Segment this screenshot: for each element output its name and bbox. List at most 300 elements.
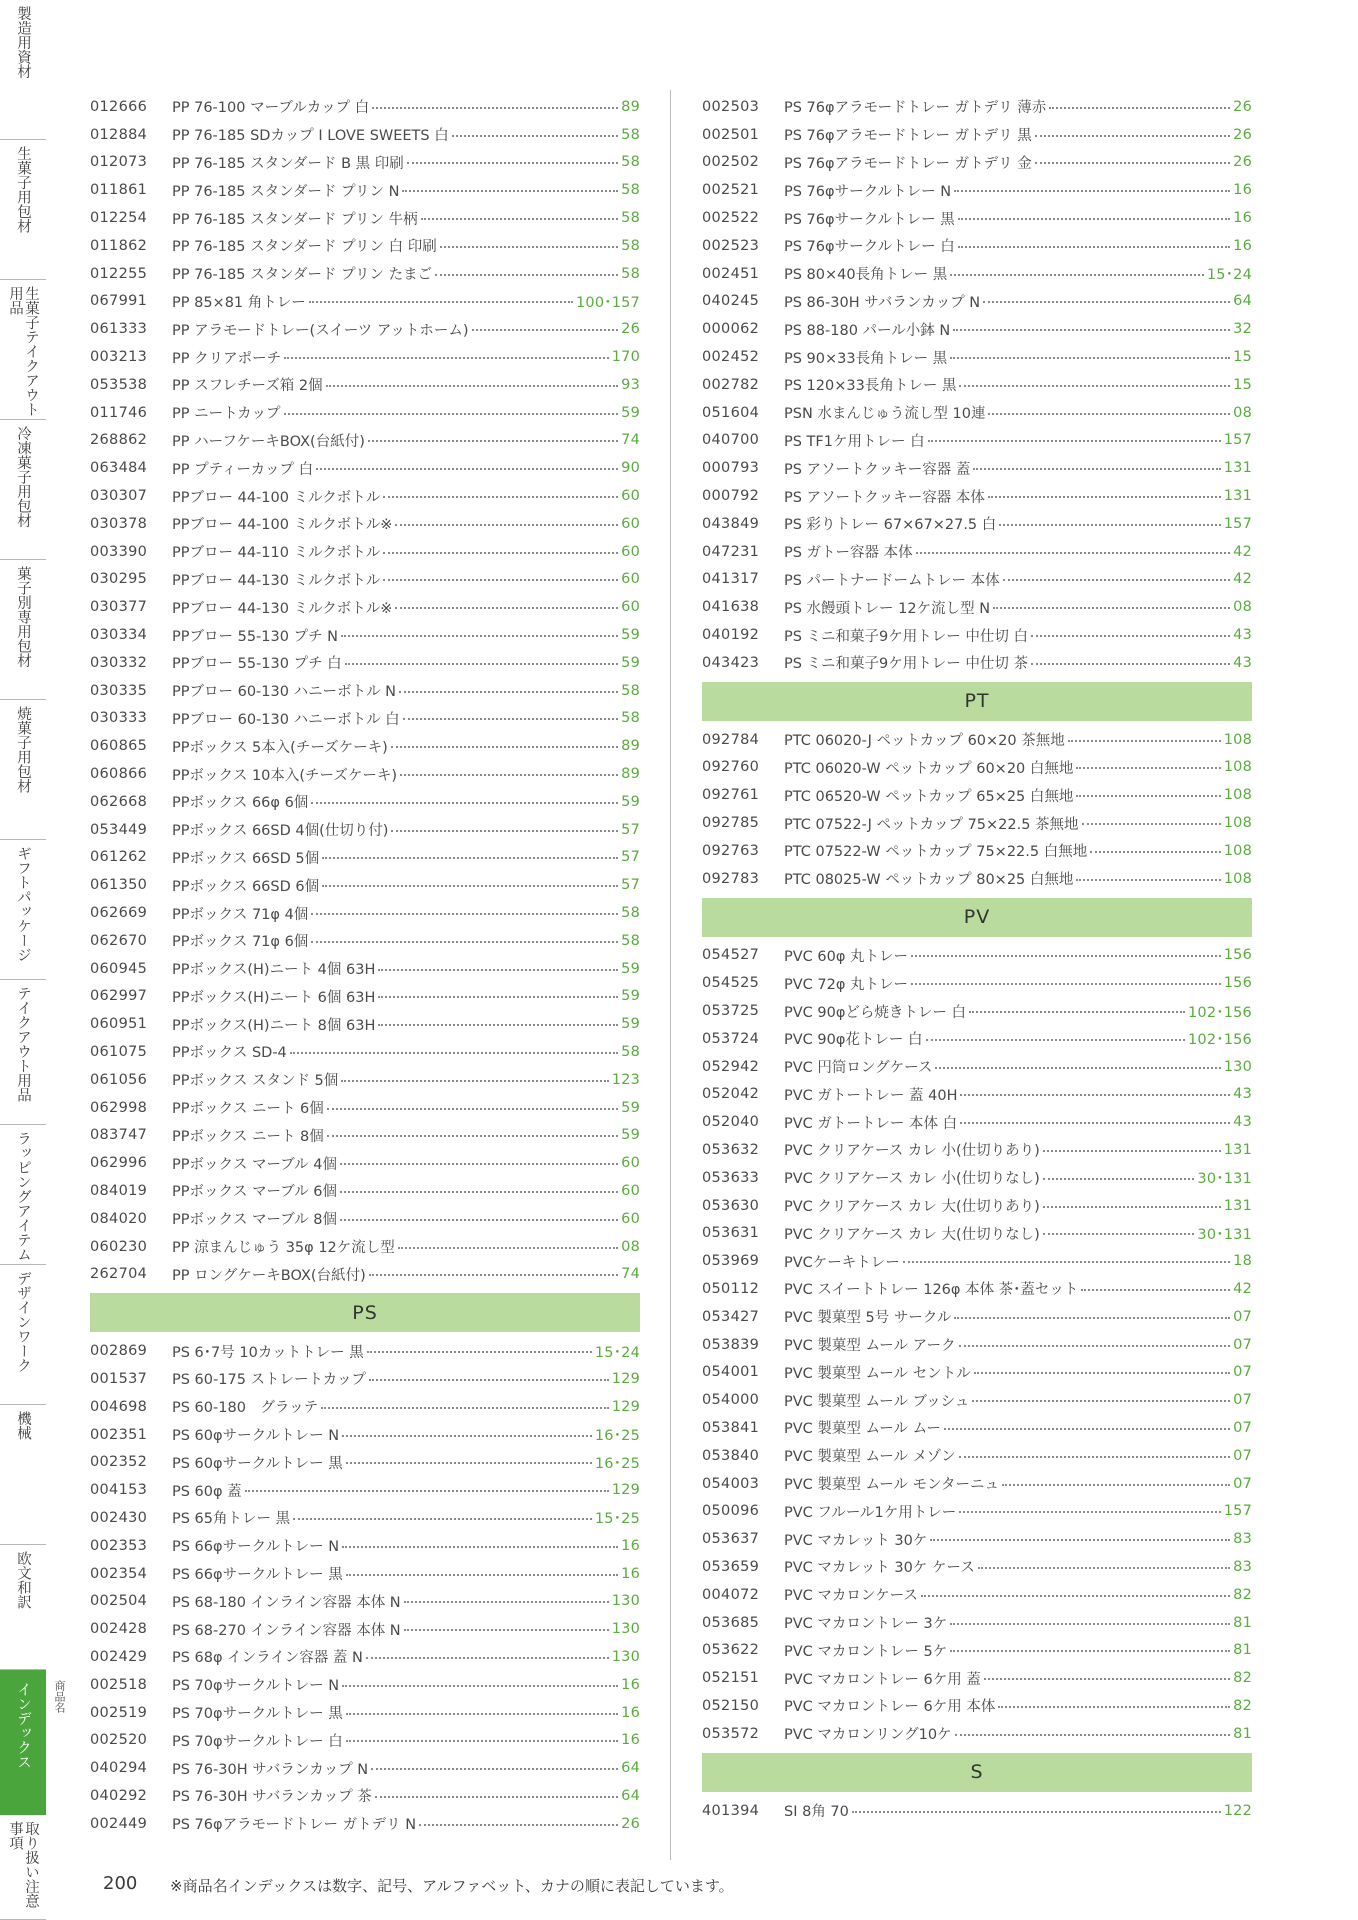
index-row xyxy=(90,1421,640,1449)
page-reference: 59 xyxy=(621,654,640,671)
page-reference: 30･131 xyxy=(1197,1226,1252,1243)
leader-dots xyxy=(340,1191,618,1193)
product-name: PP アラモードトレー(スイーツ アットホーム) xyxy=(172,322,469,339)
product-name: PPブロー 60-130 ハニーボトル 白 xyxy=(172,711,400,728)
product-code: 002354 xyxy=(90,1565,148,1582)
product-name: PPブロー 60-130 ハニーボトル N xyxy=(172,684,397,701)
index-row xyxy=(702,1797,1252,1825)
product-name: PPボックス マーブル 6個 xyxy=(172,1184,337,1201)
sidebar-tab-0[interactable] xyxy=(0,0,46,140)
product-name: PS 120×33長角トレー 黒 xyxy=(784,378,957,395)
leader-dots xyxy=(926,1039,1185,1041)
product-code: 002451 xyxy=(702,265,760,282)
page-reference: 15 xyxy=(1233,376,1252,393)
page-reference: 89 xyxy=(621,738,640,755)
product-name: PS 60φサークルトレー 黒 xyxy=(172,1455,343,1472)
leader-dots xyxy=(383,552,618,554)
index-row xyxy=(90,732,640,760)
page-reference: 32 xyxy=(1233,321,1252,338)
product-name: PS 60-180 グラッテ xyxy=(172,1400,319,1417)
product-code: 062668 xyxy=(90,793,148,810)
sidebar-tab-8[interactable] xyxy=(0,1125,46,1265)
sidebar-tab-label: 取り扱い注意事項 xyxy=(7,1821,39,1908)
product-name: PS 76φサークルトレー 白 xyxy=(784,239,955,256)
product-code: 003390 xyxy=(90,543,148,560)
leader-dots xyxy=(969,1011,1185,1013)
page-reference: 64 xyxy=(1233,293,1252,310)
page-reference: 58 xyxy=(621,905,640,921)
product-name: PPボックス(H)ニート 6個 63H xyxy=(172,989,376,1006)
index-row xyxy=(90,899,640,927)
product-name: PPボックス 66SD 5個 xyxy=(172,850,320,867)
page-reference: 102･156 xyxy=(1187,1032,1252,1049)
product-name: PVC 90φどら焼きトレー 白 xyxy=(784,1004,967,1021)
leader-dots xyxy=(959,385,1230,387)
page-reference: 157 xyxy=(1223,515,1252,532)
index-row xyxy=(90,871,640,899)
index-row xyxy=(702,1025,1252,1053)
product-code: 047231 xyxy=(702,543,760,560)
product-code: 062998 xyxy=(90,1099,148,1116)
section-header: PV xyxy=(702,898,1252,937)
product-code: 004072 xyxy=(702,1586,760,1603)
section-header: PS xyxy=(90,1293,640,1332)
leader-dots xyxy=(921,1595,1230,1597)
leader-dots xyxy=(369,1379,609,1381)
leader-dots xyxy=(972,1400,1230,1402)
product-name: PTC 06020-J ペットカップ 60×20 茶無地 xyxy=(784,733,1065,750)
product-code: 043423 xyxy=(702,654,760,671)
index-row xyxy=(90,93,640,121)
leader-dots xyxy=(367,1351,592,1353)
index-row xyxy=(90,315,640,343)
index-row xyxy=(90,260,640,288)
leader-dots xyxy=(959,1456,1230,1458)
index-row xyxy=(702,566,1252,594)
product-name: PS 86-30H サバランカップ N xyxy=(784,294,981,311)
product-name: PPブロー 44-110 ミルクボトル xyxy=(172,545,381,562)
leader-dots xyxy=(1035,162,1230,164)
page-reference: 59 xyxy=(621,1016,640,1033)
product-name: PS 60-175 ストレートカップ xyxy=(172,1372,366,1389)
product-code: 030295 xyxy=(90,571,148,588)
product-code: 011861 xyxy=(90,182,148,199)
sidebar-tab-4[interactable] xyxy=(0,560,46,700)
product-name: PS 76φアラモードトレー ガトデリ 薄赤 xyxy=(784,100,1047,117)
product-name: PPボックス ニート 8個 xyxy=(172,1128,324,1145)
product-code: 053630 xyxy=(702,1197,760,1214)
index-row xyxy=(90,1615,640,1643)
leader-dots xyxy=(911,983,1221,985)
product-name: PVC 製菓型 ムール ブッシュ xyxy=(784,1393,970,1410)
page-reference: 89 xyxy=(621,766,640,783)
product-name: PS ミニ和菓子9ケ用トレー 中仕切 白 xyxy=(784,628,1028,645)
leader-dots xyxy=(954,1317,1230,1319)
product-code: 002452 xyxy=(702,349,760,366)
page-reference: 59 xyxy=(621,1127,640,1144)
product-code: 001537 xyxy=(90,1370,148,1387)
page-reference: 60 xyxy=(621,1155,640,1172)
product-name: PS 76-30H サバランカップ 茶 xyxy=(172,1789,372,1806)
product-name: PVC クリアケース カレ 小(仕切りなし) xyxy=(784,1171,1040,1188)
page-reference: 07 xyxy=(1233,1447,1252,1464)
product-name: PS 68-180 インライン容器 本体 N xyxy=(172,1594,401,1611)
index-row xyxy=(90,927,640,955)
sidebar-tab-5[interactable] xyxy=(0,700,46,840)
leader-dots xyxy=(959,1345,1230,1347)
leader-dots xyxy=(404,1629,609,1631)
product-code: 040294 xyxy=(90,1760,148,1777)
sidebar-tab-label: 欧文和訳 xyxy=(15,1551,31,1609)
product-name: PP ニートカップ xyxy=(172,406,281,423)
product-code: 060951 xyxy=(90,1016,148,1033)
product-name: PVC マカロンケース xyxy=(784,1588,918,1605)
product-name: PVC 製菓型 ムール アーク xyxy=(784,1338,956,1355)
leader-dots xyxy=(958,218,1230,220)
index-row xyxy=(90,1365,640,1393)
leader-dots xyxy=(1043,1233,1195,1235)
leader-dots xyxy=(400,774,618,776)
leader-dots xyxy=(327,1135,618,1137)
leader-dots xyxy=(950,274,1204,276)
product-code: 061350 xyxy=(90,877,148,894)
product-name: PS ミニ和菓子9ケ用トレー 中仕切 茶 xyxy=(784,656,1028,673)
index-row xyxy=(90,510,640,538)
index-row xyxy=(702,1470,1252,1498)
index-row xyxy=(702,997,1252,1025)
product-code: 067991 xyxy=(90,293,148,310)
index-row xyxy=(702,969,1252,997)
product-name: PS アソートクッキー容器 蓋 xyxy=(784,461,971,478)
product-name: PS 76-30H サバランカップ N xyxy=(172,1761,369,1778)
sidebar-tab-10[interactable] xyxy=(0,1405,46,1545)
leader-dots xyxy=(974,1372,1231,1374)
product-code: 052042 xyxy=(702,1086,760,1103)
page-reference: 129 xyxy=(611,1370,640,1387)
index-row xyxy=(90,1094,640,1122)
product-code: 002503 xyxy=(702,98,760,115)
product-code: 040292 xyxy=(90,1787,148,1804)
sidebar-tab-12[interactable] xyxy=(0,1670,46,1815)
product-name: PVC 円筒ロングケース xyxy=(784,1060,933,1077)
index-row xyxy=(702,1386,1252,1414)
index-row xyxy=(90,1671,640,1699)
leader-dots xyxy=(1043,1206,1221,1208)
leader-dots xyxy=(346,1740,618,1742)
page-reference: 58 xyxy=(621,265,640,282)
leader-dots xyxy=(960,1122,1230,1124)
index-row xyxy=(702,649,1252,677)
leader-dots xyxy=(391,830,618,832)
leader-dots xyxy=(322,885,618,887)
page-reference: 59 xyxy=(621,960,640,977)
product-code: 062670 xyxy=(90,932,148,949)
index-row xyxy=(90,844,640,872)
index-sub-label: 商品名 xyxy=(53,1680,66,1713)
leader-dots xyxy=(988,496,1221,498)
product-code: 041638 xyxy=(702,599,760,616)
page-reference: 16 xyxy=(1233,182,1252,199)
index-row xyxy=(702,232,1252,260)
leader-dots xyxy=(983,301,1230,303)
product-code: 030332 xyxy=(90,654,148,671)
product-name: PS 70φサークルトレー N xyxy=(172,1678,340,1695)
product-name: PVCケーキトレー xyxy=(784,1254,900,1271)
page-reference: 08 xyxy=(621,1238,640,1255)
product-name: PPボックス 5本入(チーズケーキ) xyxy=(172,739,388,756)
page-reference: 93 xyxy=(621,376,640,393)
leader-dots xyxy=(321,1407,609,1409)
page-reference: 60 xyxy=(621,571,640,588)
leader-dots xyxy=(346,1462,592,1464)
product-code: 053427 xyxy=(702,1308,760,1325)
page-reference: 58 xyxy=(621,182,640,199)
product-name: PPブロー 44-130 ミルクボトル xyxy=(172,572,381,589)
index-row xyxy=(90,371,640,399)
index-row xyxy=(702,1108,1252,1136)
page-reference: 16 xyxy=(621,1704,640,1721)
index-row xyxy=(702,315,1252,343)
index-row xyxy=(90,816,640,844)
index-row xyxy=(90,538,640,566)
page-reference: 108 xyxy=(1223,759,1252,776)
product-name: PS 60φサークルトレー N xyxy=(172,1428,340,1445)
index-row xyxy=(90,1754,640,1782)
sidebar-tab-3[interactable] xyxy=(0,420,46,560)
index-row xyxy=(702,204,1252,232)
product-name: PP 76-185 スタンダード プリン たまご xyxy=(172,267,433,284)
index-row xyxy=(90,1233,640,1261)
product-name: PS 70φサークルトレー 黒 xyxy=(172,1706,343,1723)
leader-dots xyxy=(404,1601,609,1603)
leader-dots xyxy=(1082,823,1221,825)
sidebar-tab-label: 菓子別専用包材 xyxy=(15,566,31,668)
product-code: 053725 xyxy=(702,1003,760,1019)
page-reference: 131 xyxy=(1223,1141,1252,1158)
product-code: 053622 xyxy=(702,1642,760,1659)
index-row xyxy=(90,677,640,705)
leader-dots xyxy=(984,1678,1230,1680)
page-reference: 59 xyxy=(621,1099,640,1116)
leader-dots xyxy=(245,1490,609,1492)
page-number: 200 xyxy=(103,1873,138,1894)
product-name: PPボックス ニート 6個 xyxy=(172,1101,324,1118)
product-name: PS 76φサークルトレー 黒 xyxy=(784,211,955,228)
section-header: S xyxy=(702,1753,1252,1792)
page-reference: 58 xyxy=(621,932,640,949)
product-code: 061056 xyxy=(90,1071,148,1088)
page-reference: 16･25 xyxy=(594,1455,640,1472)
product-code: 040700 xyxy=(702,432,760,449)
product-name: PPボックス マーブル 8個 xyxy=(172,1212,337,1229)
index-row xyxy=(90,1726,640,1754)
index-row xyxy=(90,399,640,427)
product-code: 002502 xyxy=(702,154,760,171)
page-reference: 60 xyxy=(621,515,640,532)
product-name: PPボックス 71φ 6個 xyxy=(172,934,309,951)
page-reference: 90 xyxy=(621,460,640,477)
product-name: PTC 08025-W ペットカップ 80×25 白無地 xyxy=(784,872,1074,889)
leader-dots xyxy=(342,1685,618,1687)
sidebar-tab-2[interactable] xyxy=(0,280,46,420)
leader-dots xyxy=(395,524,618,526)
leader-dots xyxy=(311,941,618,943)
page-reference: 42 xyxy=(1233,571,1252,588)
index-row xyxy=(702,399,1252,427)
page-reference: 07 xyxy=(1233,1419,1252,1436)
leader-dots xyxy=(935,1067,1220,1069)
page-reference: 108 xyxy=(1223,731,1252,748)
product-code: 052151 xyxy=(702,1670,760,1687)
product-code: 012254 xyxy=(90,210,148,227)
product-code: 092785 xyxy=(702,815,760,832)
page-reference: 74 xyxy=(621,1266,640,1283)
sidebar-tab-label: 生菓子用包材 xyxy=(15,146,31,233)
sidebar-tab-6[interactable] xyxy=(0,840,46,980)
product-code: 030333 xyxy=(90,710,148,727)
product-code: 060230 xyxy=(90,1238,148,1255)
index-row xyxy=(702,454,1252,482)
index-row xyxy=(702,288,1252,316)
sidebar-tab-label: インデックス xyxy=(15,1682,31,1769)
index-row xyxy=(702,371,1252,399)
index-row xyxy=(702,538,1252,566)
index-row xyxy=(90,705,640,733)
product-name: PP 76-185 スタンダード プリン 白 印刷 xyxy=(172,239,437,256)
page-reference: 170 xyxy=(611,349,640,366)
product-code: 002449 xyxy=(90,1815,148,1832)
product-name: PPブロー 55-130 プチ 白 xyxy=(172,656,342,673)
page-reference: 108 xyxy=(1223,870,1252,887)
page-reference: 131 xyxy=(1223,488,1252,505)
leader-dots xyxy=(993,607,1230,609)
leader-dots xyxy=(316,468,618,470)
leader-dots xyxy=(346,1713,618,1715)
sidebar-tab-1[interactable] xyxy=(0,140,46,280)
product-code: 401394 xyxy=(702,1802,760,1819)
product-name: PPボックス スタンド 5個 xyxy=(172,1073,339,1090)
product-code: 060945 xyxy=(90,960,148,977)
product-code: 060866 xyxy=(90,766,148,783)
page-reference: 100･157 xyxy=(575,294,640,311)
leader-dots xyxy=(930,1539,1230,1541)
page-reference: 59 xyxy=(621,793,640,810)
product-name: PPブロー 44-100 ミルクボトル xyxy=(172,489,381,506)
leader-dots xyxy=(378,1024,618,1026)
product-name: PVC 製菓型 ムール モンターニュ xyxy=(784,1477,1000,1494)
page-reference: 157 xyxy=(1223,1503,1252,1520)
page-reference: 58 xyxy=(621,682,640,699)
product-code: 053633 xyxy=(702,1169,760,1186)
leader-dots xyxy=(326,385,619,387)
product-name: PS 65角トレー 黒 xyxy=(172,1511,291,1528)
product-code: 084020 xyxy=(90,1210,148,1227)
sidebar-tab-13[interactable] xyxy=(0,1815,46,1920)
page-reference: 26 xyxy=(621,1815,640,1832)
leader-dots xyxy=(950,1623,1230,1625)
product-code: 262704 xyxy=(90,1266,148,1283)
product-code: 092763 xyxy=(702,842,760,859)
page-reference: 60 xyxy=(621,1210,640,1227)
page-reference: 15･24 xyxy=(1206,267,1252,284)
page-reference: 83 xyxy=(1233,1558,1252,1575)
index-row xyxy=(90,1587,640,1615)
product-name: PS ガトー容器 本体 xyxy=(784,545,913,562)
page-reference: 83 xyxy=(1233,1531,1252,1548)
leader-dots xyxy=(852,1811,1221,1813)
page-reference: 26 xyxy=(1233,126,1252,143)
product-name: PTC 07522-J ペットカップ 75×22.5 茶無地 xyxy=(784,816,1079,833)
product-name: PVC ガトートレー 本体 白 xyxy=(784,1115,958,1132)
page-reference: 131 xyxy=(1223,1197,1252,1214)
product-name: PS 76φサークルトレー N xyxy=(784,183,952,200)
product-code: 000793 xyxy=(702,460,760,477)
leader-dots xyxy=(284,413,619,415)
index-row xyxy=(90,1177,640,1205)
page-reference: 07 xyxy=(1233,1392,1252,1409)
leader-dots xyxy=(954,190,1230,192)
index-column-left xyxy=(90,93,640,1838)
product-code: 054000 xyxy=(702,1392,760,1409)
product-code: 061333 xyxy=(90,321,148,338)
index-row xyxy=(90,1205,640,1233)
product-name: SI 8角 70 xyxy=(784,1804,849,1821)
product-name: PP 76-185 SDカップ I LOVE SWEETS 白 xyxy=(172,128,449,145)
product-code: 053969 xyxy=(702,1253,760,1270)
leader-dots xyxy=(346,1574,618,1576)
product-code: 054001 xyxy=(702,1364,760,1381)
product-code: 053538 xyxy=(90,376,148,393)
sidebar-tab-7[interactable] xyxy=(0,980,46,1125)
product-name: PS 60φ 蓋 xyxy=(172,1483,242,1500)
product-name: PVC 製菓型 ムール メゾン xyxy=(784,1449,956,1466)
page-reference: 08 xyxy=(1233,599,1252,616)
page-reference: 74 xyxy=(621,432,640,449)
product-code: 041317 xyxy=(702,571,760,588)
product-code: 012255 xyxy=(90,265,148,282)
product-name: PVC マカロンリング10ケ xyxy=(784,1727,952,1744)
product-name: PPボックス 66SD 6個 xyxy=(172,878,320,895)
index-row xyxy=(702,1219,1252,1247)
product-name: PP 涼まんじゅう 35φ 12ケ流し型 xyxy=(172,1240,395,1257)
product-name: PS 76φアラモードトレー ガトデリ N xyxy=(172,1817,417,1834)
index-row xyxy=(90,1782,640,1810)
product-code: 053839 xyxy=(702,1336,760,1353)
product-code: 092761 xyxy=(702,787,760,804)
page-reference: 43 xyxy=(1233,1114,1252,1131)
product-code: 051604 xyxy=(702,404,760,421)
product-name: PP 76-185 スタンダード プリン N xyxy=(172,183,400,200)
page-reference: 16 xyxy=(1233,237,1252,254)
page-reference: 129 xyxy=(611,1482,640,1499)
sidebar-tab-11[interactable] xyxy=(0,1545,46,1670)
index-row xyxy=(90,204,640,232)
product-code: 002501 xyxy=(702,126,760,143)
index-row xyxy=(90,176,640,204)
page-reference: 58 xyxy=(621,710,640,727)
product-name: PVC マカレット 30ケ xyxy=(784,1532,928,1549)
product-name: PVC クリアケース カレ 大(仕切りあり) xyxy=(784,1199,1040,1216)
index-row xyxy=(90,149,640,177)
product-name: PVC マカロントレー 5ケ xyxy=(784,1643,948,1660)
product-name: PVC 90φ花トレー 白 xyxy=(784,1032,923,1049)
page-reference: 131 xyxy=(1223,460,1252,477)
product-code: 054525 xyxy=(702,975,760,992)
index-row xyxy=(90,288,640,316)
leader-dots xyxy=(903,1261,1230,1263)
sidebar-tab-9[interactable] xyxy=(0,1265,46,1405)
page-reference: 89 xyxy=(621,98,640,115)
